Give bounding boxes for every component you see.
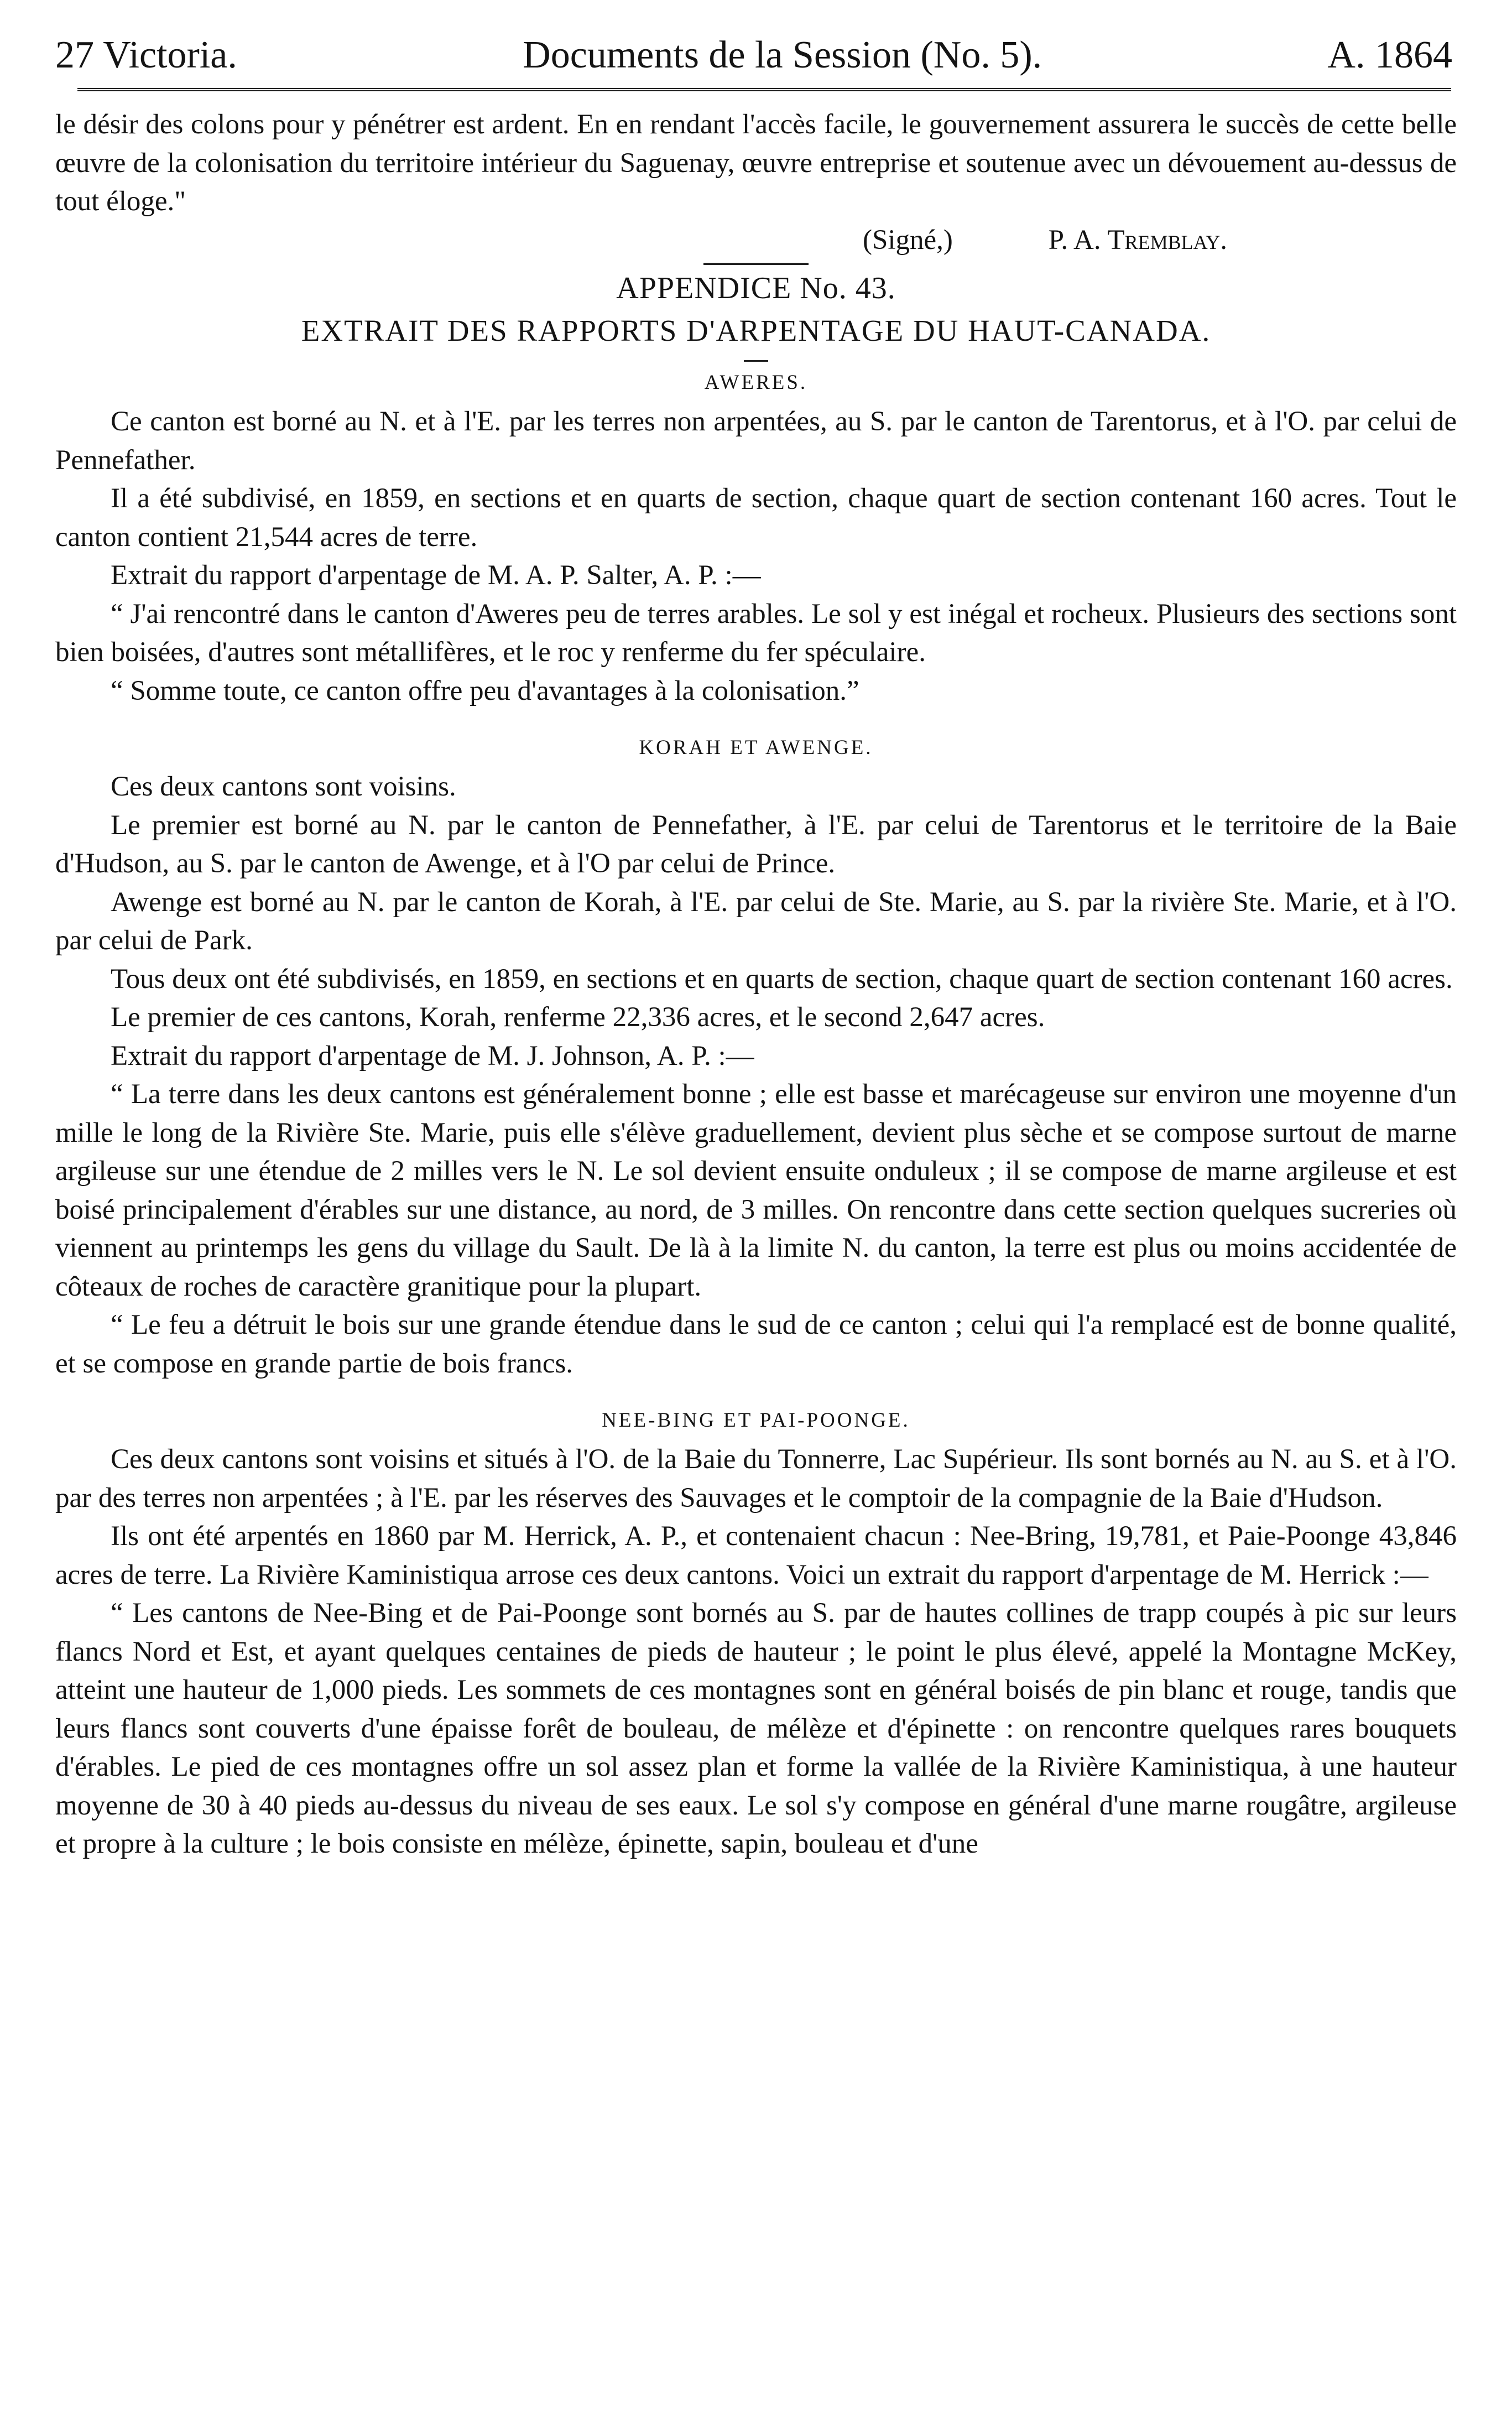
opening-paragraph: le désir des colons pour y pénétrer est ardent. En en rendant l'accès facile, le gouvernement assurera le succès de cette belle œuvre de la colonisation du territoire intérieur du Saguenay, œuvre entreprise et soutenue avec un dévouement au-dessus de tout éloge." xyxy=(55,109,1457,217)
signature-name: P. A. Tremblay. xyxy=(1048,224,1228,256)
paragraph: Tous deux ont été subdivisés, en 1859, en sections et en quarts de section, chaque quart de section contenant 160 acres. xyxy=(111,963,1453,995)
paragraph: Le premier est borné au N. par le canton de Pennefather, à l'E. par celui de Tarentorus et le territoire de la Baie d'Hudson, au S. par le canton de Awenge, et à l'O par celui de Prince. xyxy=(55,809,1457,879)
quote-paragraph: “ Somme toute, ce canton offre peu d'avantages à la colonisation.” xyxy=(111,675,859,706)
paragraph: Extrait du rapport d'arpentage de M. A. P. Salter, A. P. :— xyxy=(111,560,761,591)
running-header xyxy=(55,30,1457,80)
section-nee-bing-pai-poonge xyxy=(55,1404,1457,1864)
header-rule xyxy=(77,88,1451,91)
header-center: Documents de la Session (No. 5). xyxy=(523,34,1042,76)
signature-label: (Signé,) xyxy=(863,224,953,256)
section-title: AWERES. xyxy=(704,371,808,394)
quote-paragraph: “ J'ai rencontré dans le canton d'Aweres peu de terres arables. Le sol y est inégal et rocheux. Plusieurs des sections sont bien boisées, d'autres sont métallifères, et le roc y renferme du fer spéculaire. xyxy=(55,598,1457,668)
paragraph: Awenge est borné au N. par le canton de Korah, à l'E. par celui de Ste. Marie, au S. par la rivière Ste. Marie, et à l'O. par celui de Park. xyxy=(55,886,1457,956)
subtitle-rule xyxy=(744,360,768,362)
appendix-rule xyxy=(703,263,809,265)
paragraph: Ils ont été arpentés en 1860 par M. Herrick, A. P., et contenaient chacun : Nee-Bring, 19,781, et Paie-Poonge 43,846 acres de terre. La Rivière Kaministiqua arrose ces deux cantons. Voici un extrait du rapport d'arpentage de M. Herrick :— xyxy=(55,1521,1457,1590)
header-right: A. 1864 xyxy=(1327,34,1452,76)
header-left: 27 Victoria. xyxy=(55,34,237,76)
appendix-title: APPENDICE No. 43. xyxy=(616,271,896,305)
section-aweres xyxy=(55,366,1457,710)
quote-paragraph: “ Les cantons de Nee-Bing et de Pai-Poonge sont bornés au S. par de hautes collines de trapp coupés à pic sur leurs flancs Nord et Est, et ayant quelques centaines de pieds de hauteur ; le point le plus élevé, appelé la Montagne McKey, atteint une hauteur de 1,000 pieds. Les sommets de ces montagnes sont en général boisés de pin blanc et rouge, tandis que leurs flancs sont couverts d'une épaisse forêt de bouleau, de mélèze et d'épinette : on rencontre quelques rares bouquets d'érables. Le pied de ces montagnes offre un sol assez plan et forme la vallée de la Rivière Kaministiqua, à une hauteur moyenne de 30 à 40 pieds au-dessus du niveau de ses eaux. Le sol s'y compose en général d'une marne rougâtre, argileuse et propre à la culture ; le bois consiste en mélèze, épinette, sapin, bouleau et d'une xyxy=(55,1598,1457,1859)
paragraph: Extrait du rapport d'arpentage de M. J. Johnson, A. P. :— xyxy=(111,1040,754,1072)
appendix-subtitle: EXTRAIT DES RAPPORTS D'ARPENTAGE DU HAUT-CANADA. xyxy=(301,314,1211,347)
paragraph: Ces deux cantons sont voisins et situés à l'O. de la Baie du Tonnerre, Lac Supérieur. Ils sont bornés au N. au S. et à l'O. par des terres non arpentées ; à l'E. par les réserves des Sauvages et le comptoir de la compagnie de la Baie d'Hudson. xyxy=(55,1444,1457,1514)
signature xyxy=(55,221,1457,260)
quote-paragraph: “ Le feu a détruit le bois sur une grande étendue dans le sud de ce canton ; celui qui l'a remplacé est de bonne qualité, et se compose en grande partie de bois francs. xyxy=(55,1309,1457,1379)
paragraph: Ces deux cantons sont voisins. xyxy=(111,771,456,802)
section-korah-awenge xyxy=(55,731,1457,1383)
paragraph: Le premier de ces cantons, Korah, renferme 22,336 acres, et le second 2,647 acres. xyxy=(111,1002,1045,1033)
section-title: NEE-BING ET PAI-POONGE. xyxy=(602,1409,910,1432)
quote-paragraph: “ La terre dans les deux cantons est généralement bonne ; elle est basse et marécageuse sur environ une moyenne d'un mille le long de la Rivière Ste. Marie, puis elle s'élève graduellement, devient plus sèche et se compose surtout de marne argileuse sur une étendue de 2 milles vers le N. Le sol devient ensuite onduleux ; il se compose de marne argileuse et est boisé principalement d'érables sur une distance, au nord, de 3 milles. On rencontre dans cette section quelques sucreries où viennent au printemps les gens du village du Sault. De là à la limite N. du canton, la terre est plus ou moins accidentée de côteaux de roches de caractère granitique pour la plupart. xyxy=(55,1079,1457,1302)
section-title: KORAH ET AWENGE. xyxy=(639,736,873,759)
section-spacer xyxy=(55,710,1457,727)
section-spacer xyxy=(55,1383,1457,1400)
paragraph: Il a été subdivisé, en 1859, en sections et en quarts de section, chaque quart de section contenant 160 acres. Tout le canton contient 21,544 acres de terre. xyxy=(55,483,1457,553)
paragraph: Ce canton est borné au N. et à l'E. par les terres non arpentées, au S. par le canton de Tarentorus, et à l'O. par celui de Pennefather. xyxy=(55,406,1457,476)
